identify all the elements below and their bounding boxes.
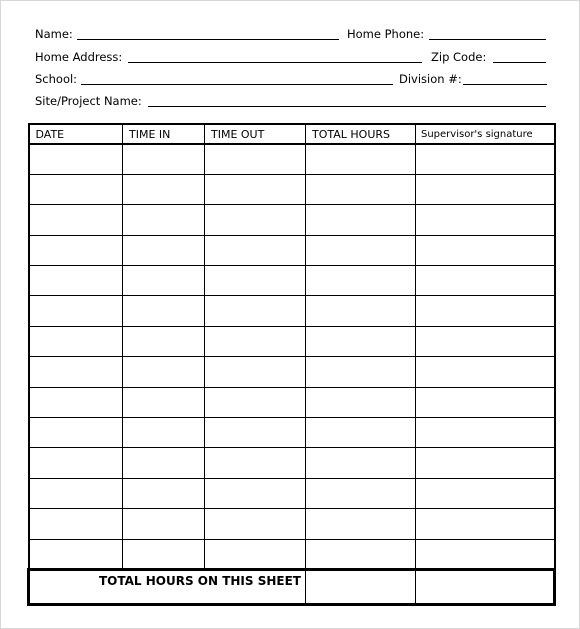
table-row: [29, 478, 555, 508]
division-label: Division #:: [399, 72, 462, 86]
supervisor-signature-cell[interactable]: [416, 509, 555, 539]
supervisor-signature-cell[interactable]: [416, 235, 555, 265]
supervisor-signature-cell[interactable]: [416, 174, 555, 204]
time-out-cell[interactable]: [205, 266, 306, 296]
total-hours-cell[interactable]: [306, 174, 416, 204]
total-hours-cell[interactable]: [306, 144, 416, 174]
name-field[interactable]: [77, 39, 339, 40]
table-row: [29, 539, 555, 569]
column-header-time-out: TIME OUT: [205, 124, 306, 144]
date-cell[interactable]: [29, 144, 123, 174]
column-header-total-hours: TOTAL HOURS: [306, 124, 416, 144]
time-out-cell[interactable]: [205, 235, 306, 265]
table-body: [29, 144, 555, 569]
time-out-cell[interactable]: [205, 509, 306, 539]
table-row: [29, 387, 555, 417]
column-header-date: DATE: [29, 124, 123, 144]
total-signature-cell[interactable]: [416, 569, 555, 604]
table-row: [29, 296, 555, 326]
division-field[interactable]: [463, 84, 547, 85]
table-row: [29, 266, 555, 296]
time-in-cell[interactable]: [123, 326, 205, 356]
time-out-cell[interactable]: [205, 205, 306, 235]
total-row: [29, 569, 555, 604]
table-row: [29, 448, 555, 478]
date-cell[interactable]: [29, 387, 123, 417]
zip-code-label: Zip Code:: [431, 50, 487, 64]
supervisor-signature-cell[interactable]: [416, 539, 555, 569]
time-in-cell[interactable]: [123, 144, 205, 174]
total-hours-cell[interactable]: [306, 448, 416, 478]
table-row: [29, 144, 555, 174]
total-hours-cell[interactable]: [306, 357, 416, 387]
column-header-supervisor-signature: Supervisor's signature: [416, 124, 555, 144]
date-cell[interactable]: [29, 418, 123, 448]
time-out-cell[interactable]: [205, 326, 306, 356]
time-in-cell[interactable]: [123, 418, 205, 448]
supervisor-signature-cell[interactable]: [416, 296, 555, 326]
time-in-cell[interactable]: [123, 174, 205, 204]
total-hours-cell[interactable]: [306, 205, 416, 235]
total-hours-cell[interactable]: [306, 235, 416, 265]
time-out-cell[interactable]: [205, 387, 306, 417]
date-cell[interactable]: [29, 266, 123, 296]
supervisor-signature-cell[interactable]: [416, 418, 555, 448]
supervisor-signature-cell[interactable]: [416, 387, 555, 417]
supervisor-signature-cell[interactable]: [416, 357, 555, 387]
date-cell[interactable]: [29, 205, 123, 235]
date-cell[interactable]: [29, 478, 123, 508]
total-hours-cell[interactable]: [306, 326, 416, 356]
date-cell[interactable]: [29, 296, 123, 326]
time-out-cell[interactable]: [205, 296, 306, 326]
supervisor-signature-cell[interactable]: [416, 205, 555, 235]
total-hours-cell[interactable]: [306, 418, 416, 448]
supervisor-signature-cell[interactable]: [416, 478, 555, 508]
time-out-cell[interactable]: [205, 448, 306, 478]
time-out-cell[interactable]: [205, 357, 306, 387]
table-row: [29, 357, 555, 387]
time-out-cell[interactable]: [205, 478, 306, 508]
table-row: [29, 205, 555, 235]
time-out-cell[interactable]: [205, 418, 306, 448]
date-cell[interactable]: [29, 357, 123, 387]
table-row: [29, 509, 555, 539]
time-in-cell[interactable]: [123, 387, 205, 417]
time-out-cell[interactable]: [205, 144, 306, 174]
table-row: [29, 235, 555, 265]
total-hours-cell[interactable]: [306, 569, 416, 604]
time-out-cell[interactable]: [205, 174, 306, 204]
total-hours-cell[interactable]: [306, 509, 416, 539]
table-row: [29, 326, 555, 356]
time-out-cell[interactable]: [205, 539, 306, 569]
time-in-cell[interactable]: [123, 539, 205, 569]
date-cell[interactable]: [29, 235, 123, 265]
site-project-label: Site/Project Name:: [35, 94, 142, 108]
timesheet-table: [27, 123, 556, 606]
zip-code-field[interactable]: [493, 62, 546, 63]
supervisor-signature-cell[interactable]: [416, 326, 555, 356]
home-phone-label: Home Phone:: [347, 27, 425, 41]
total-hours-cell[interactable]: [306, 387, 416, 417]
time-in-cell[interactable]: [123, 235, 205, 265]
home-phone-field[interactable]: [429, 39, 546, 40]
total-hours-cell[interactable]: [306, 539, 416, 569]
table-header-row: [29, 124, 555, 144]
supervisor-signature-cell[interactable]: [416, 266, 555, 296]
supervisor-signature-cell[interactable]: [416, 448, 555, 478]
home-address-label: Home Address:: [35, 50, 123, 64]
time-in-cell[interactable]: [123, 357, 205, 387]
time-in-cell[interactable]: [123, 509, 205, 539]
column-header-time-in: TIME IN: [123, 124, 205, 144]
date-cell[interactable]: [29, 509, 123, 539]
date-cell[interactable]: [29, 174, 123, 204]
supervisor-signature-cell[interactable]: [416, 144, 555, 174]
total-hours-cell[interactable]: [306, 266, 416, 296]
total-hours-label: TOTAL HOURS ON THIS SHEET: [29, 569, 306, 604]
school-label: School:: [35, 72, 78, 86]
date-cell[interactable]: [29, 326, 123, 356]
total-hours-cell[interactable]: [306, 296, 416, 326]
table-row: [29, 174, 555, 204]
time-in-cell[interactable]: [123, 478, 205, 508]
time-in-cell[interactable]: [123, 448, 205, 478]
table-row: [29, 418, 555, 448]
date-cell[interactable]: [29, 539, 123, 569]
site-project-field[interactable]: [148, 106, 546, 107]
time-in-cell[interactable]: [123, 266, 205, 296]
total-hours-cell[interactable]: [306, 478, 416, 508]
time-in-cell[interactable]: [123, 205, 205, 235]
date-cell[interactable]: [29, 448, 123, 478]
time-in-cell[interactable]: [123, 296, 205, 326]
name-label: Name:: [35, 27, 73, 41]
school-field[interactable]: [81, 84, 393, 85]
home-address-field[interactable]: [128, 62, 422, 63]
